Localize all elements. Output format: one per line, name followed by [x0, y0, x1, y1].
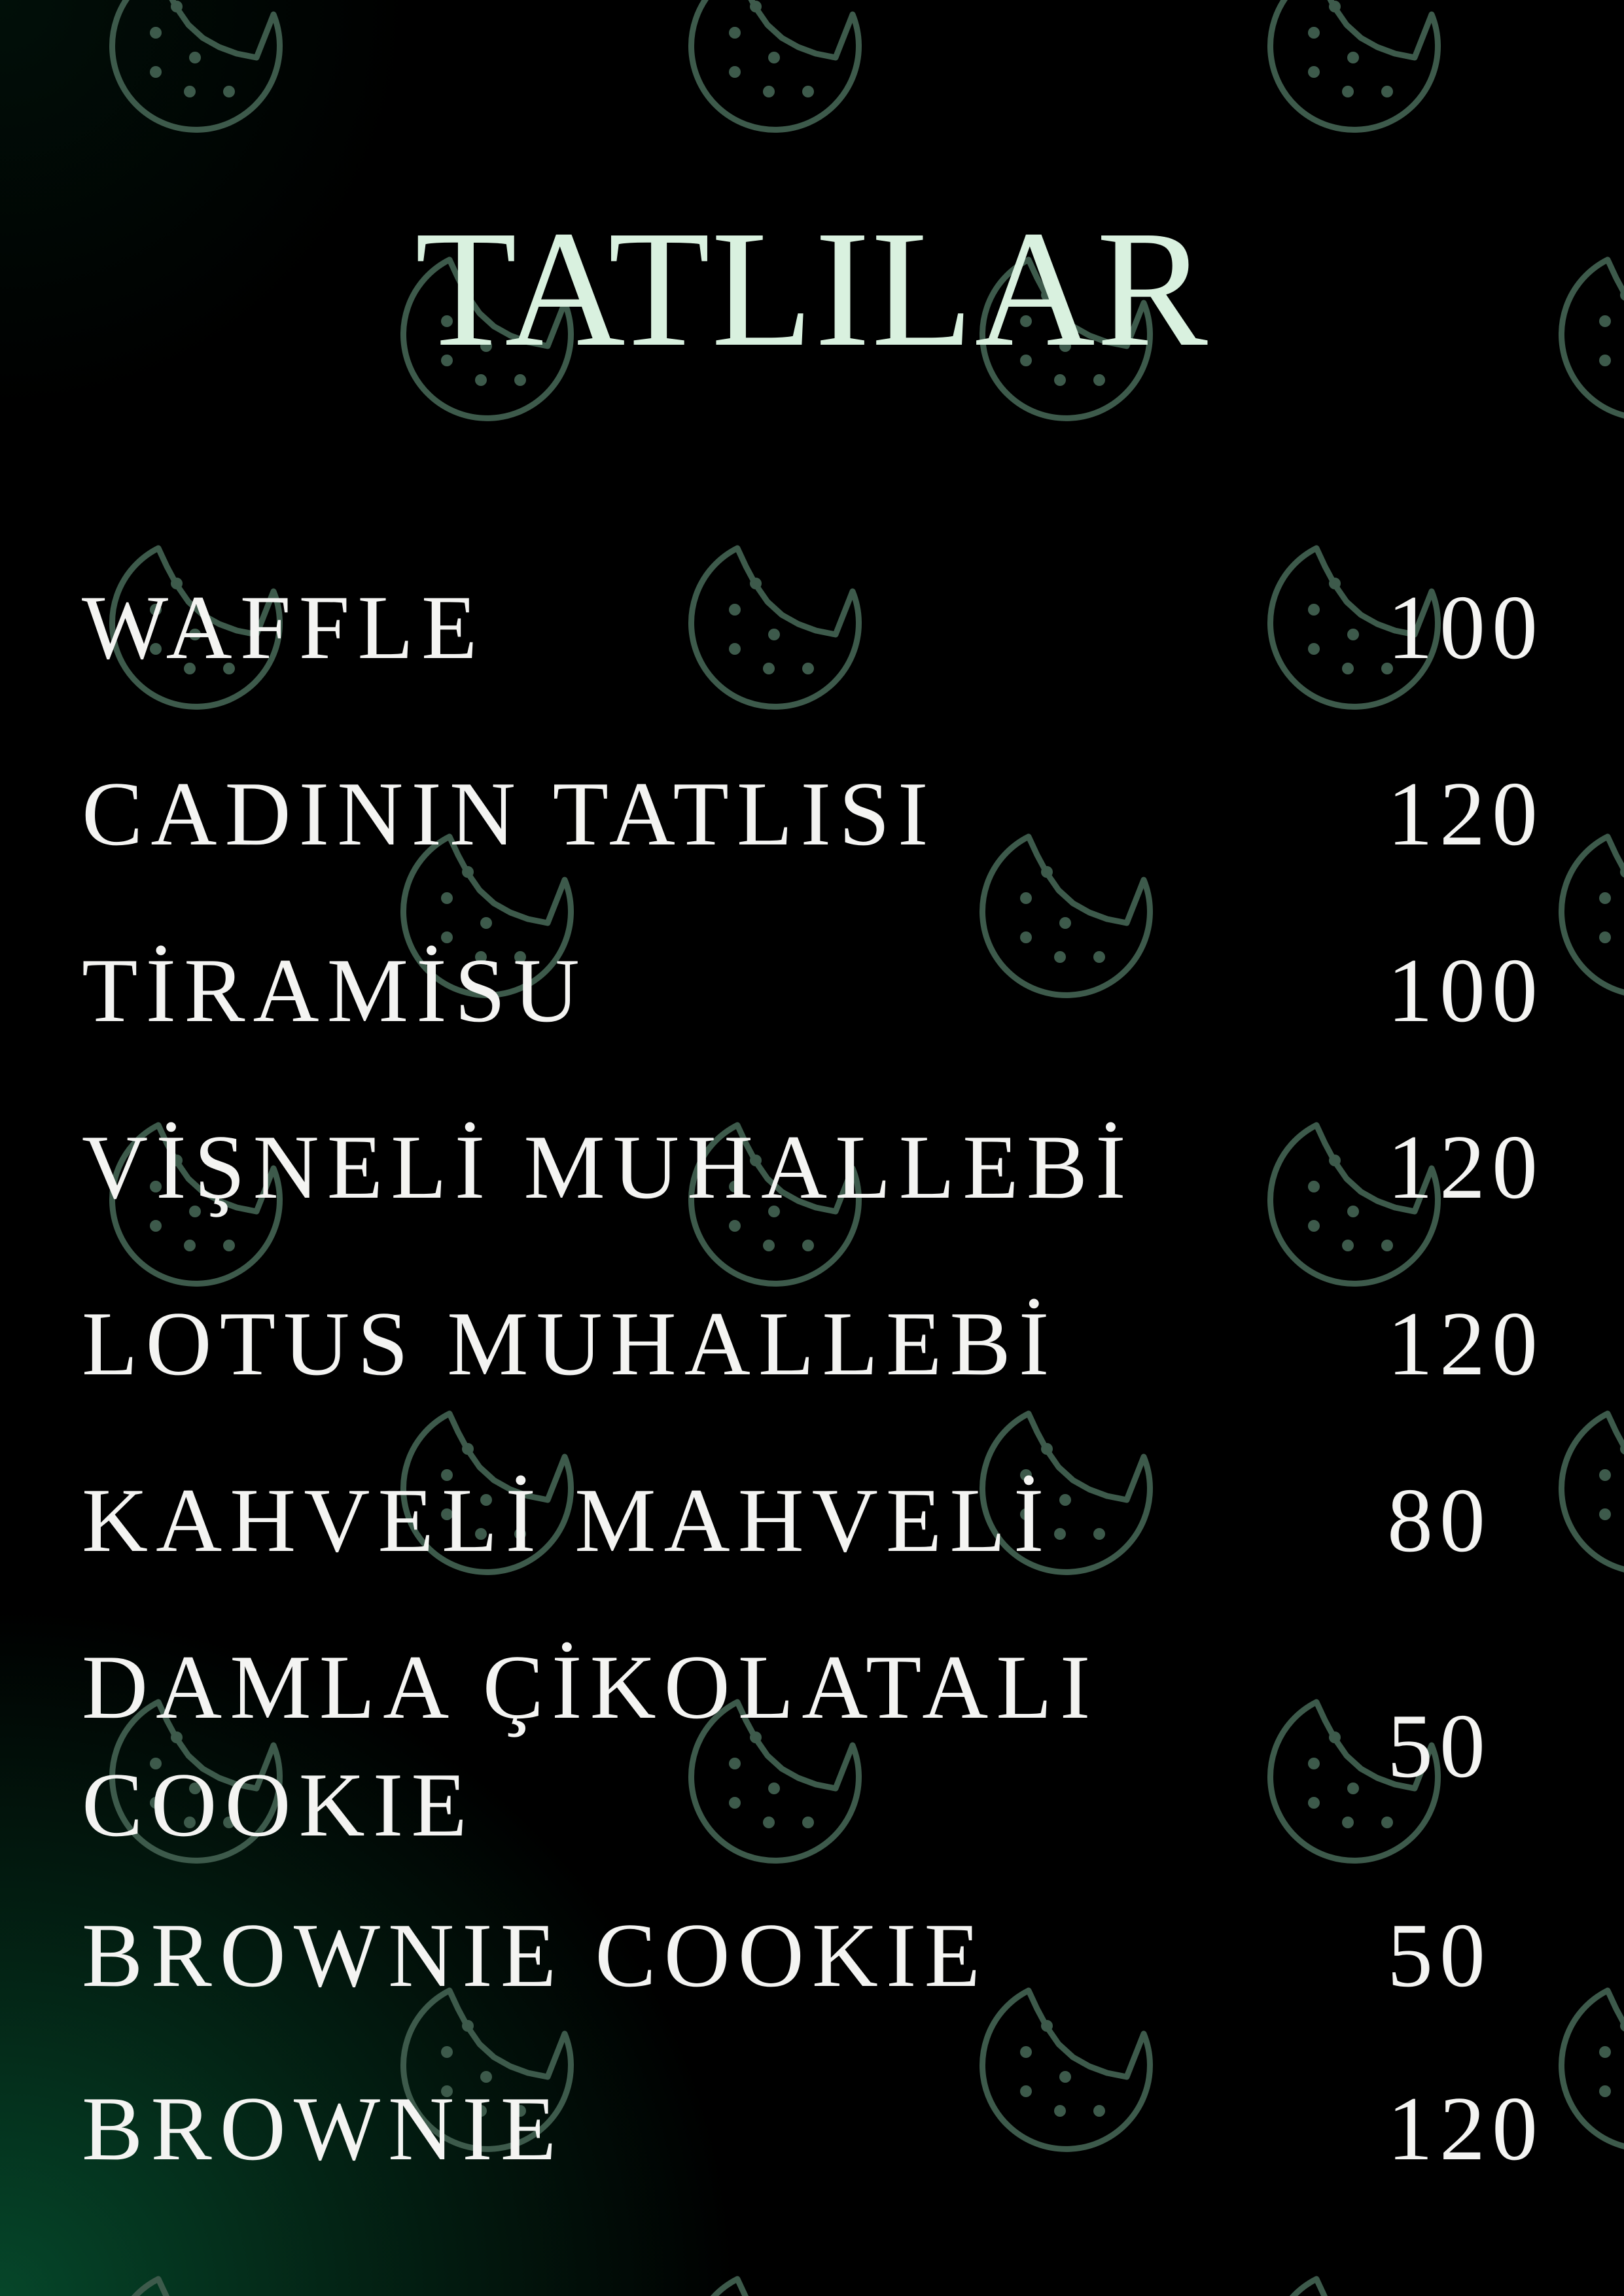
menu-item-name: DAMLA ÇİKOLATALI COOKIE	[82, 1637, 1099, 1856]
menu-item-name: CADININ TATLISI	[82, 763, 936, 865]
menu-item-name: WAFFLE	[82, 577, 485, 678]
menu-item-price: 100	[1387, 940, 1544, 1041]
menu-item-price: 100	[1387, 577, 1544, 678]
menu-item-price: 80	[1387, 1470, 1492, 1571]
menu-item-price: 120	[1387, 2078, 1544, 2180]
menu-title: TATLILAR	[415, 197, 1209, 381]
menu-item-price: 120	[1387, 1293, 1544, 1395]
menu-item-name: KAHVELİ MAHVELİ	[82, 1470, 1052, 1571]
menu-item-price: 50	[1387, 1905, 1492, 2006]
menu-item-name: BROWNIE COOKIE	[82, 1905, 989, 2006]
menu-item-name: LOTUS MUHALLEBİ	[82, 1293, 1057, 1395]
menu-item-price: 50	[1387, 1696, 1492, 1797]
menu-item-name: VİŞNELİ MUHALLEBİ	[82, 1117, 1134, 1218]
menu-item-name: BROWNIE	[82, 2078, 565, 2180]
menu-item-price: 120	[1387, 1117, 1544, 1218]
menu-item-name: TİRAMİSU	[82, 940, 588, 1041]
menu-item-price: 120	[1387, 763, 1544, 865]
